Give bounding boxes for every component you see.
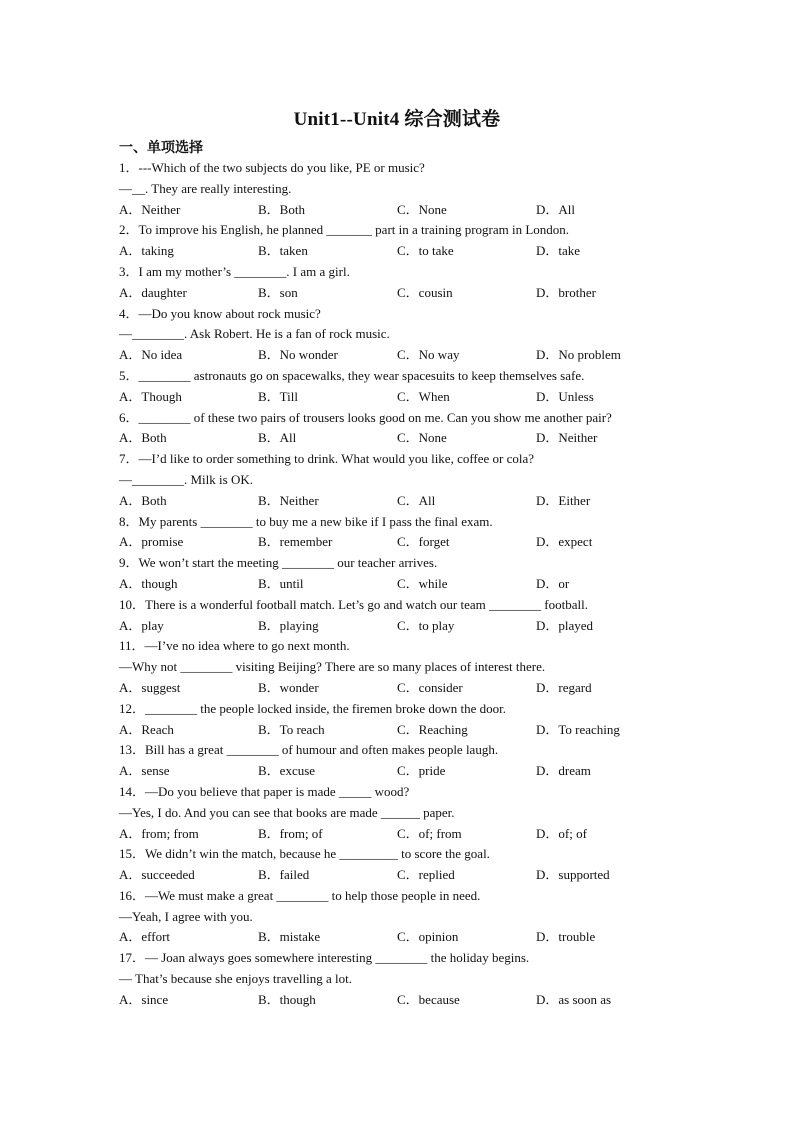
answer-option: B．playing [258,617,319,633]
question-stem: 11．—I’ve no idea where to go next month. [119,638,350,654]
answer-option: C．forget [397,534,450,550]
answer-options [119,387,679,408]
answer-option: D．Unless [536,388,594,404]
answer-option: C．When [397,388,450,404]
answer-option: B．remember [258,534,333,550]
answer-options [119,616,679,637]
answer-option: C．cousin [397,284,453,300]
answer-option: B．son [258,284,298,300]
answer-option: D．trouble [536,929,596,945]
answer-options [119,428,679,449]
answer-option: C．All [397,492,436,508]
answer-option: D．played [536,617,594,633]
question-item [119,220,679,262]
question-stem: 6．________ of these two pairs of trousers looks good on me. Can you show me another pair? [119,409,612,425]
question-item [119,782,679,844]
answer-option: D．take [536,243,581,259]
answer-option: C．opinion [397,929,459,945]
answer-option: A．suggest [119,679,181,695]
question-item [119,408,679,450]
answer-option: D．Neither [536,430,598,446]
answer-option: A．succeeded [119,867,195,883]
question-item [119,844,679,886]
answer-options [119,491,679,512]
answer-options [119,990,679,1011]
answer-option: A．though [119,575,178,591]
answer-option: A．taking [119,243,174,259]
answer-option: B．Both [258,201,305,217]
answer-option: C．None [397,201,447,217]
answer-option: A．from; from [119,825,199,841]
answer-option: C．of; from [397,825,462,841]
answer-option: B．No wonder [258,347,338,363]
answer-option: B．mistake [258,929,321,945]
question-item [119,366,679,408]
answer-option: A．daughter [119,284,187,300]
answer-option: B．though [258,991,316,1007]
answer-option: C．consider [397,679,463,695]
question-item [119,553,679,595]
question-stem: 7．—I’d like to order something to drink. What would you like, coffee or cola? [119,451,535,467]
question-item [119,158,679,220]
answer-options [119,865,679,886]
answer-option: A．Both [119,492,167,508]
answer-option: B．Till [258,388,298,404]
answer-option: D．No problem [536,347,621,363]
answer-option: C．pride [397,763,446,779]
question-stem: 15．We didn’t win the match, because he _________ to score the goal. [119,846,490,862]
answer-option: A．promise [119,534,184,550]
answer-option: D．brother [536,284,596,300]
question-stem: 2．To improve his English, he planned _______ part in a training program in London. [119,222,570,238]
question-list [119,158,679,1011]
answer-option: D．expect [536,534,593,550]
answer-options [119,927,679,948]
question-stem: 10．There is a wonderful football match. Let’s go and watch our team ________ football. [119,596,588,612]
question-item [119,262,679,304]
answer-option: B．from; of [258,825,323,841]
answer-options [119,241,679,262]
question-dialogue-line: —__. They are really interesting. [119,180,292,196]
answer-option: D．dream [536,763,591,779]
question-stem: 4．—Do you know about rock music? [119,305,321,321]
answer-options [119,720,679,741]
section-heading: 一、单项选择 [119,141,203,156]
answer-options [119,761,679,782]
answer-option: A．sense [119,763,170,779]
question-stem: 13．Bill has a great ________ of humour and often makes people laugh. [119,742,499,758]
page-title: Unit1--Unit4 综合测试卷 [293,109,501,130]
answer-option: C．replied [397,867,455,883]
answer-option: C．Reaching [397,721,468,737]
question-item [119,699,679,741]
answer-option: D．supported [536,867,610,883]
answer-option: A．Reach [119,721,174,737]
answer-option: C．while [397,575,448,591]
answer-option: D．as soon as [536,991,612,1007]
answer-option: D．of; of [536,825,587,841]
answer-option: B．Neither [258,492,319,508]
answer-option: B．failed [258,867,310,883]
answer-option: C．to take [397,243,454,259]
answer-option: B．wonder [258,679,319,695]
question-stem: 16．—We must make a great ________ to help those people in need. [119,887,481,903]
answer-option: D．All [536,201,576,217]
answer-option: C．because [397,991,460,1007]
answer-options [119,574,679,595]
question-item [119,449,679,511]
answer-options [119,200,679,221]
answer-option: C．None [397,430,447,446]
question-item [119,512,679,554]
question-dialogue-line: —Yeah, I agree with you. [119,908,253,924]
answer-option: B．excuse [258,763,316,779]
answer-option: A．play [119,617,164,633]
answer-option: A．since [119,991,169,1007]
question-item [119,636,679,698]
answer-option: A．Though [119,388,182,404]
answer-option: A．effort [119,929,171,945]
question-dialogue-line: —________. Milk is OK. [119,471,253,487]
answer-option: D．Either [536,492,591,508]
answer-option: C．to play [397,617,455,633]
answer-option: A．No idea [119,347,183,363]
question-stem: 17．— Joan always goes somewhere interesting ________ the holiday begins. [119,950,530,966]
answer-option: B．until [258,575,304,591]
question-dialogue-line: — That’s because she enjoys travelling a lot. [119,971,352,987]
question-stem: 8．My parents ________ to buy me a new bike if I pass the final exam. [119,513,493,529]
question-dialogue-line: —Yes, I do. And you can see that books are made ______ paper. [119,804,455,820]
question-stem: 5．________ astronauts go on spacewalks, they wear spacesuits to keep themselves safe. [119,367,585,383]
question-dialogue-line: —Why not ________ visiting Beijing? There are so many places of interest there. [119,659,546,675]
answer-option: B．To reach [258,721,325,737]
answer-option: B．taken [258,243,308,259]
answer-options [119,824,679,845]
answer-option: A．Both [119,430,167,446]
answer-option: C．No way [397,347,460,363]
answer-option: A．Neither [119,201,181,217]
question-stem: 14．—Do you believe that paper is made _____ wood? [119,783,410,799]
question-item [119,595,679,637]
question-item [119,740,679,782]
question-stem: 9．We won’t start the meeting ________ our teacher arrives. [119,555,438,571]
question-item [119,886,679,948]
answer-option: D．To reaching [536,721,620,737]
question-stem: 12．________ the people locked inside, the firemen broke down the door. [119,700,507,716]
answer-option: D．regard [536,679,592,695]
answer-options [119,532,679,553]
question-dialogue-line: —________. Ask Robert. He is a fan of rock music. [119,326,390,342]
answer-options [119,345,679,366]
answer-options [119,283,679,304]
question-item [119,304,679,366]
answer-option: B．All [258,430,297,446]
question-stem: 3．I am my mother’s ________. I am a girl. [119,263,350,279]
answer-option: D．or [536,575,570,591]
answer-options [119,678,679,699]
question-item [119,948,679,1010]
question-stem: 1．---Which of the two subjects do you like, PE or music? [119,160,425,175]
